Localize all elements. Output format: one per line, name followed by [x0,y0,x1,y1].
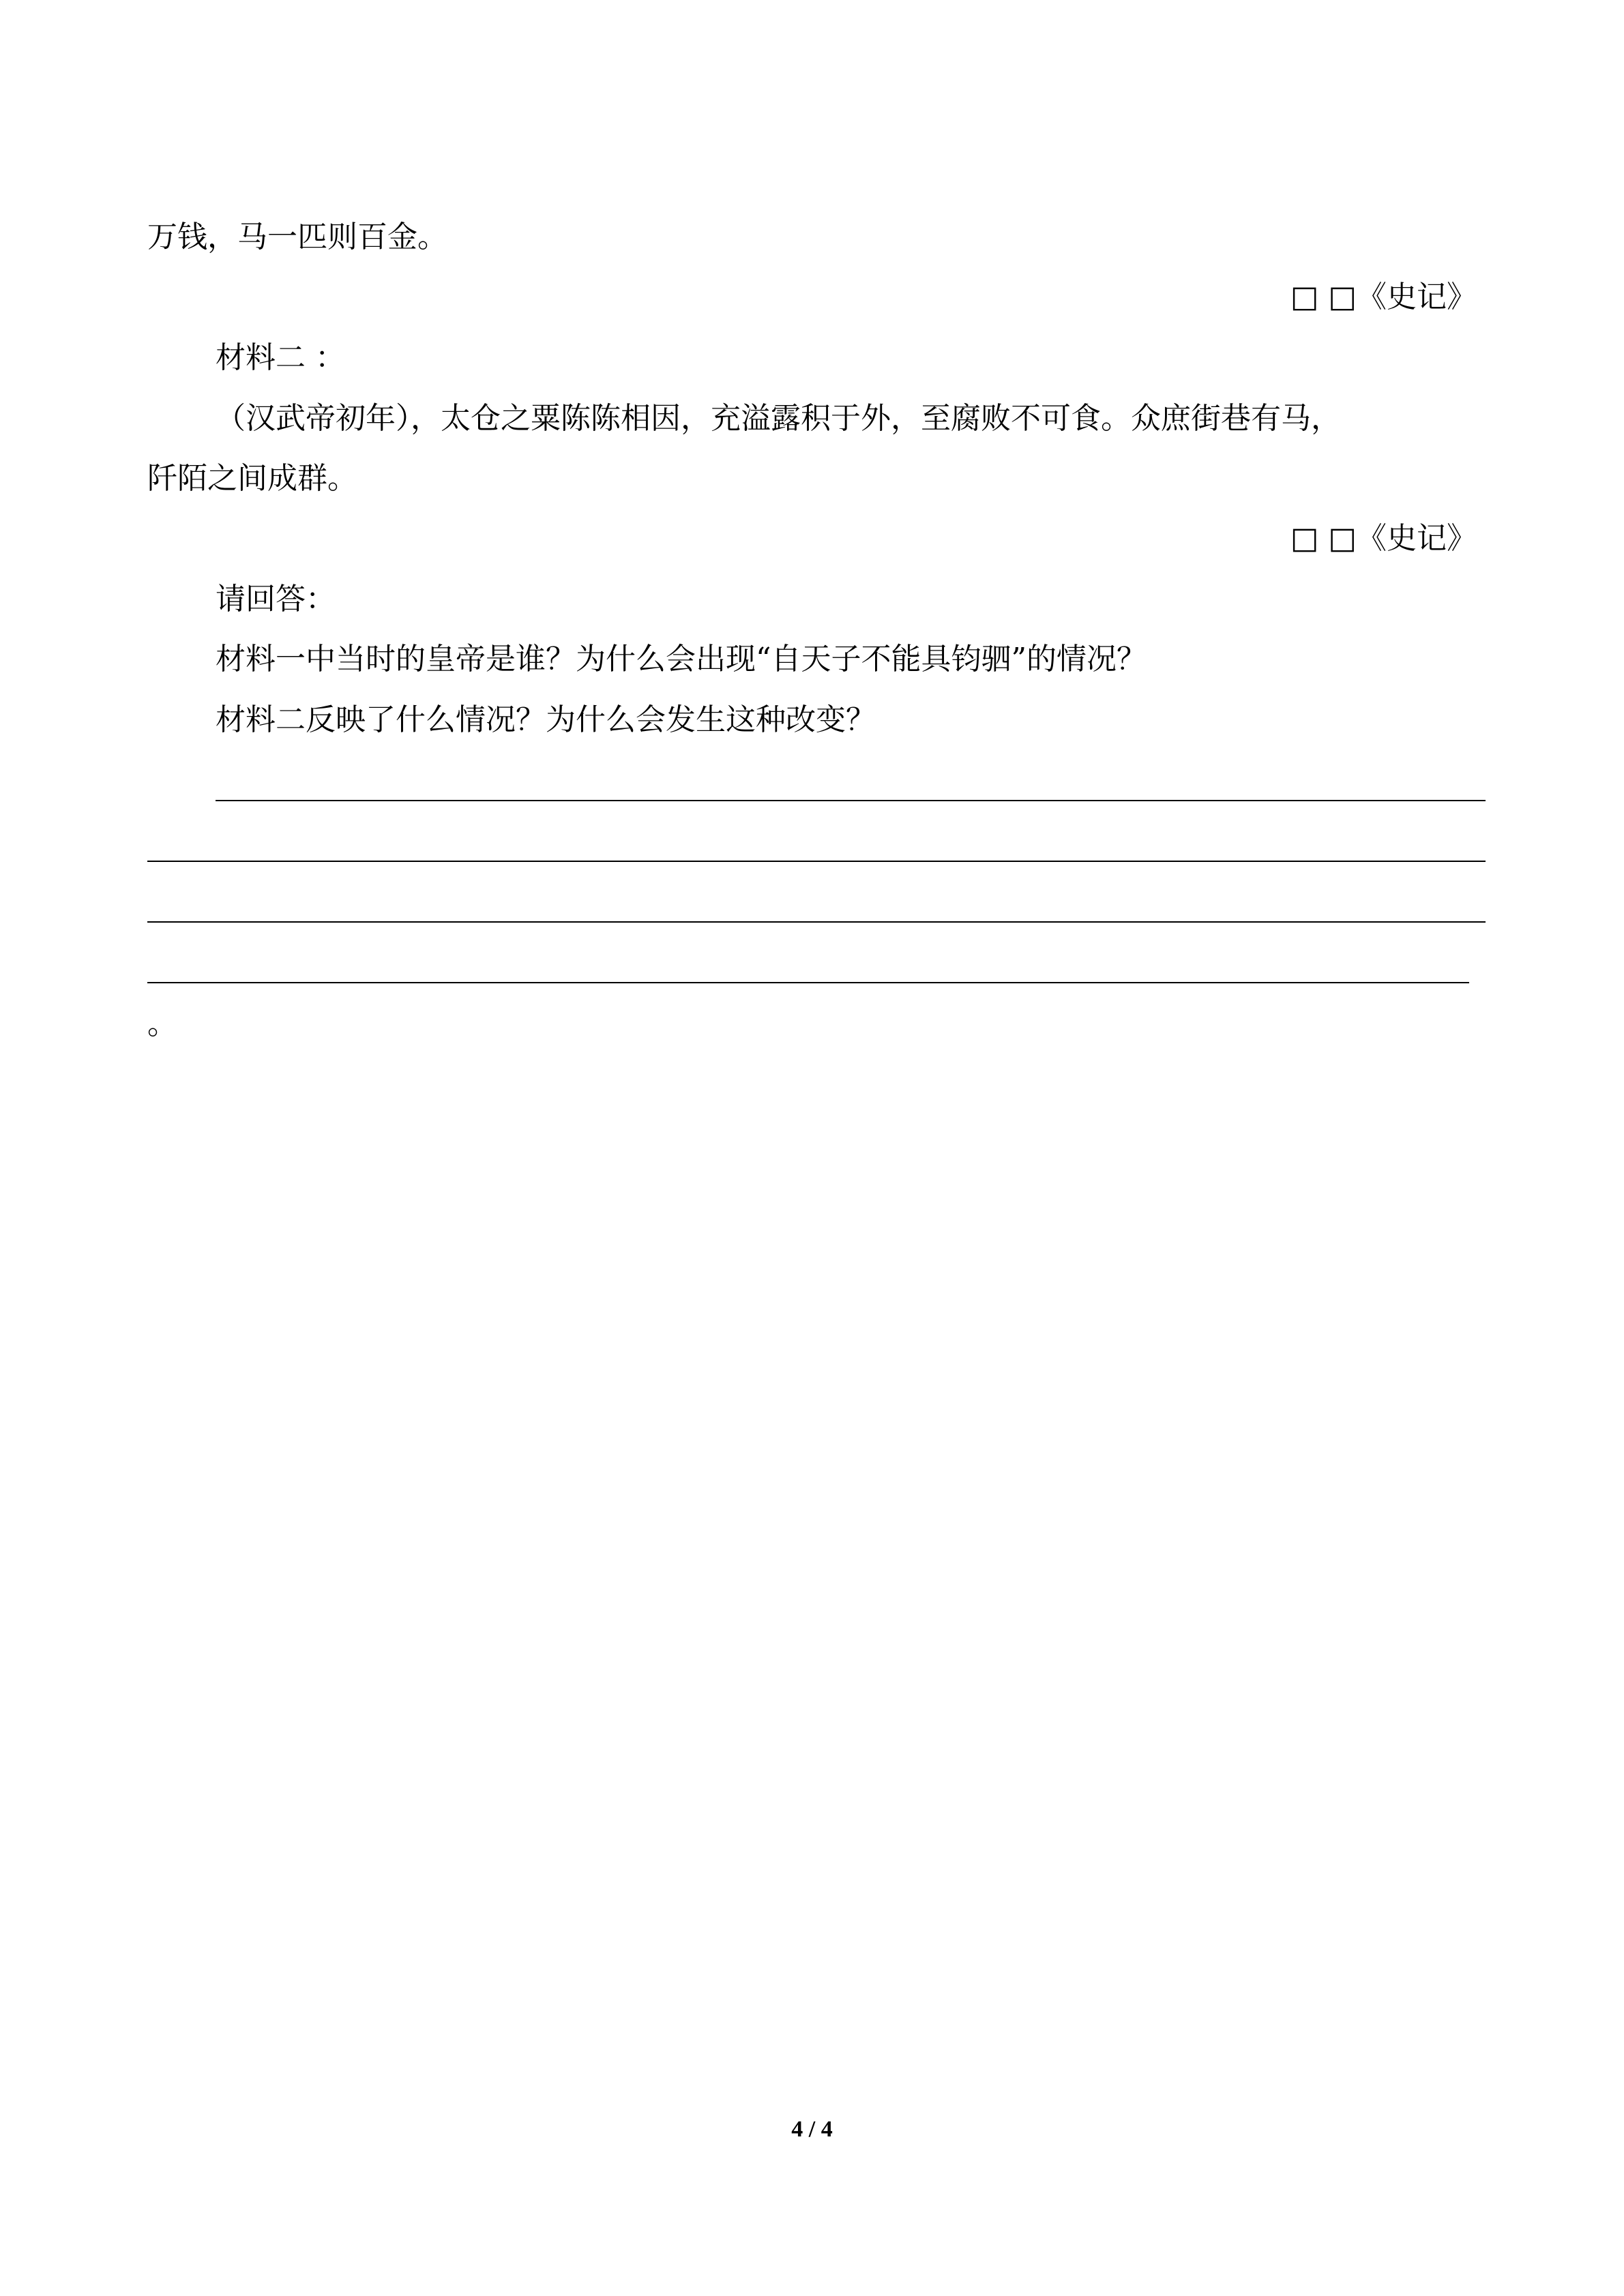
source-citation-2: □ □《史记》 [1290,521,1477,556]
page-number: 4 / 4 [791,2117,833,2142]
source-citation-1: □ □《史记》 [1290,280,1477,314]
answer-line-1[interactable] [216,800,1486,801]
material-two-line-1: （汉武帝初年），太仓之粟陈陈相因，充溢露积于外，至腐败不可食。众庶街巷有马， [216,401,1341,436]
answer-line-2[interactable] [147,861,1486,862]
continuation-text: 万钱，马一匹则百金。 [147,220,447,254]
answer-line-3[interactable] [147,921,1486,923]
material-two-heading: 材料二 ： [216,340,345,375]
answer-end-mark: 。 [147,1007,177,1041]
question-1: 材料一中当时的皇帝是谁？为什么会出现“自天子不能具钧驷”的情况？ [216,642,1147,676]
material-two-line-2: 阡陌之间成群。 [147,461,357,496]
question-prompt: 请回答： [216,582,336,616]
answer-line-4[interactable] [147,982,1469,983]
question-2: 材料二反映了什么情况？为什么会发生这种改变？ [216,702,876,737]
